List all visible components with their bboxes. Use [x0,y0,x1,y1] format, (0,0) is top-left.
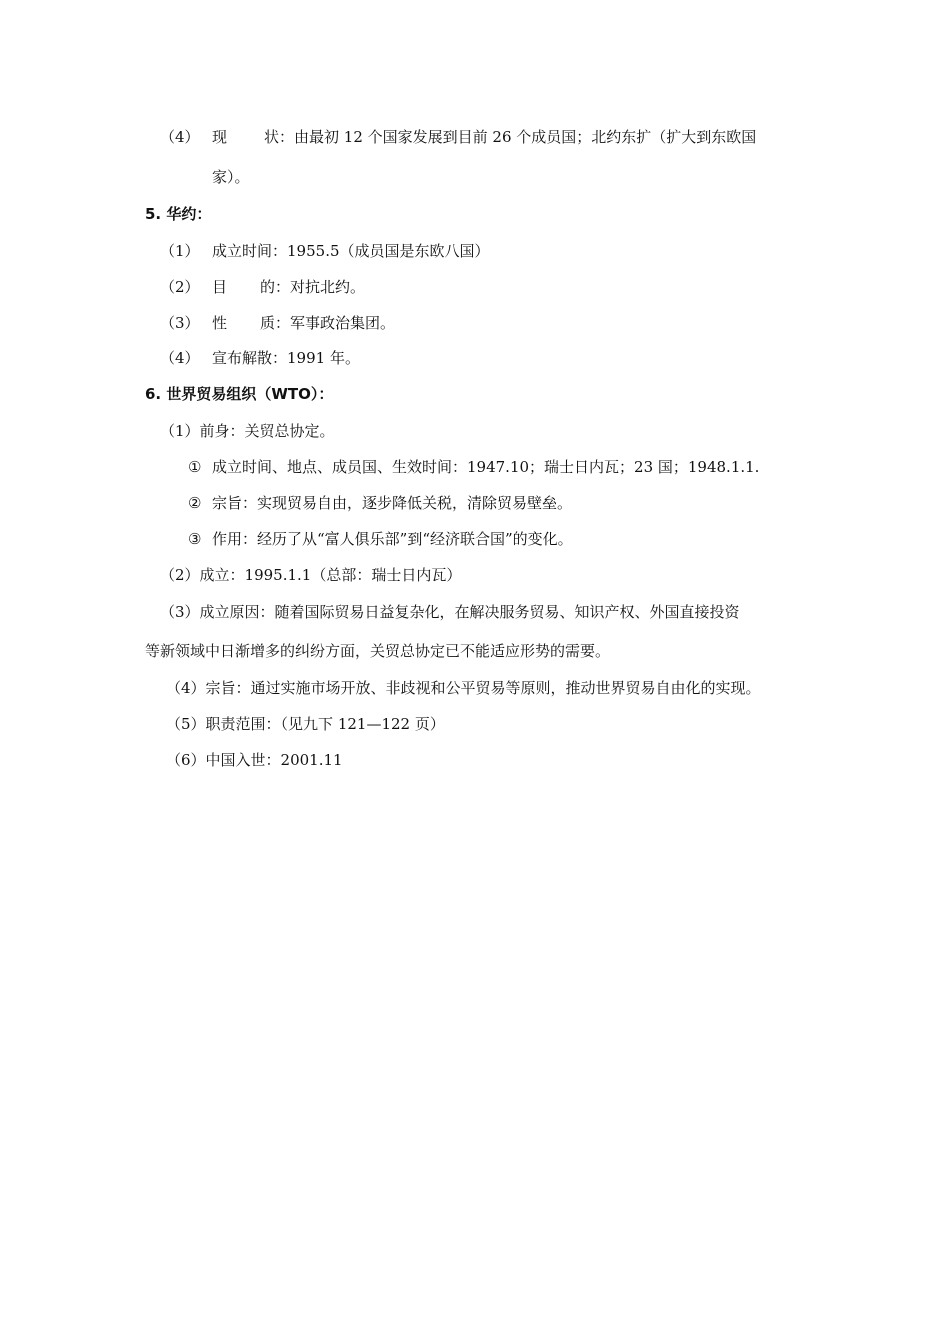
wto-sub-item-1 [188,457,759,477]
item-text: 作用：经历了从“富人俱乐部”到“经济联合国”的变化。 [212,530,573,548]
label-part-a: 目 [212,278,228,296]
warsaw-item-3 [160,313,395,333]
nato-status-line-cont: 家）。 [212,168,250,186]
warsaw-item-2 [160,277,365,297]
item-number: （4） [160,349,200,367]
item-label: 成立时间： [212,242,288,260]
label-part-a: 现 [212,128,228,146]
item-number: （2） [160,278,200,296]
label-part-b: 的： [260,278,291,296]
circled-number: ② [188,494,202,512]
warsaw-item-1 [160,241,490,261]
wto-item-3-line-1: （3）成立原因：随着国际贸易日益复杂化，在解决服务贸易、知识产权、外国直接投资 [160,603,740,621]
wto-item-3-line-2: 等新领域中日渐增多的纠纷方面，关贸总协定已不能适应形势的需要。 [145,642,611,660]
item-text: 1991 年。 [287,349,360,367]
item-text: 成立时间、地点、成员国、生效时间：1947.10；瑞士日内瓦；23 国；1948.1.1. [212,458,760,476]
label-part-a: 性 [212,314,228,332]
item-text: 军事政治集团。 [290,314,396,332]
nato-status-line [160,127,756,147]
wto-item-2: （2）成立：1995.1.1（总部：瑞士日内瓦） [160,566,462,584]
wto-sub-item-2 [188,493,572,513]
circled-number: ① [188,458,202,476]
circled-number: ③ [188,530,202,548]
item-text: 由最初 12 个国家发展到目前 26 个成员国；北约东扩（扩大到东欧国 [294,128,757,146]
item-text: 宗旨：实现贸易自由，逐步降低关税，清除贸易壁垒。 [212,494,573,512]
wto-item-1: （1）前身：关贸总协定。 [160,422,335,440]
label-part-b: 状： [264,128,295,146]
label-part-b: 质： [260,314,291,332]
item-number: （1） [160,242,200,260]
item-text: 1955.5（成员国是东欧八国） [287,242,490,260]
item-label: 宣布解散： [212,349,288,367]
item-text: 对抗北约。 [290,278,366,296]
section-heading-wto: 6. 世界贸易组织（WTO）： [145,385,334,403]
item-number: （3） [160,314,200,332]
item-number: （4） [160,128,200,146]
wto-item-6: （6）中国入世：2001.11 [166,751,343,769]
wto-item-5: （5）职责范围：（见九下 121—122 页） [166,715,445,733]
wto-item-4: （4）宗旨：通过实施市场开放、非歧视和公平贸易等原则，推动世界贸易自由化的实现。 [166,679,761,697]
section-heading-warsaw: 5. 华约： [145,205,212,223]
wto-sub-item-3 [188,529,573,549]
warsaw-item-4 [160,348,360,368]
